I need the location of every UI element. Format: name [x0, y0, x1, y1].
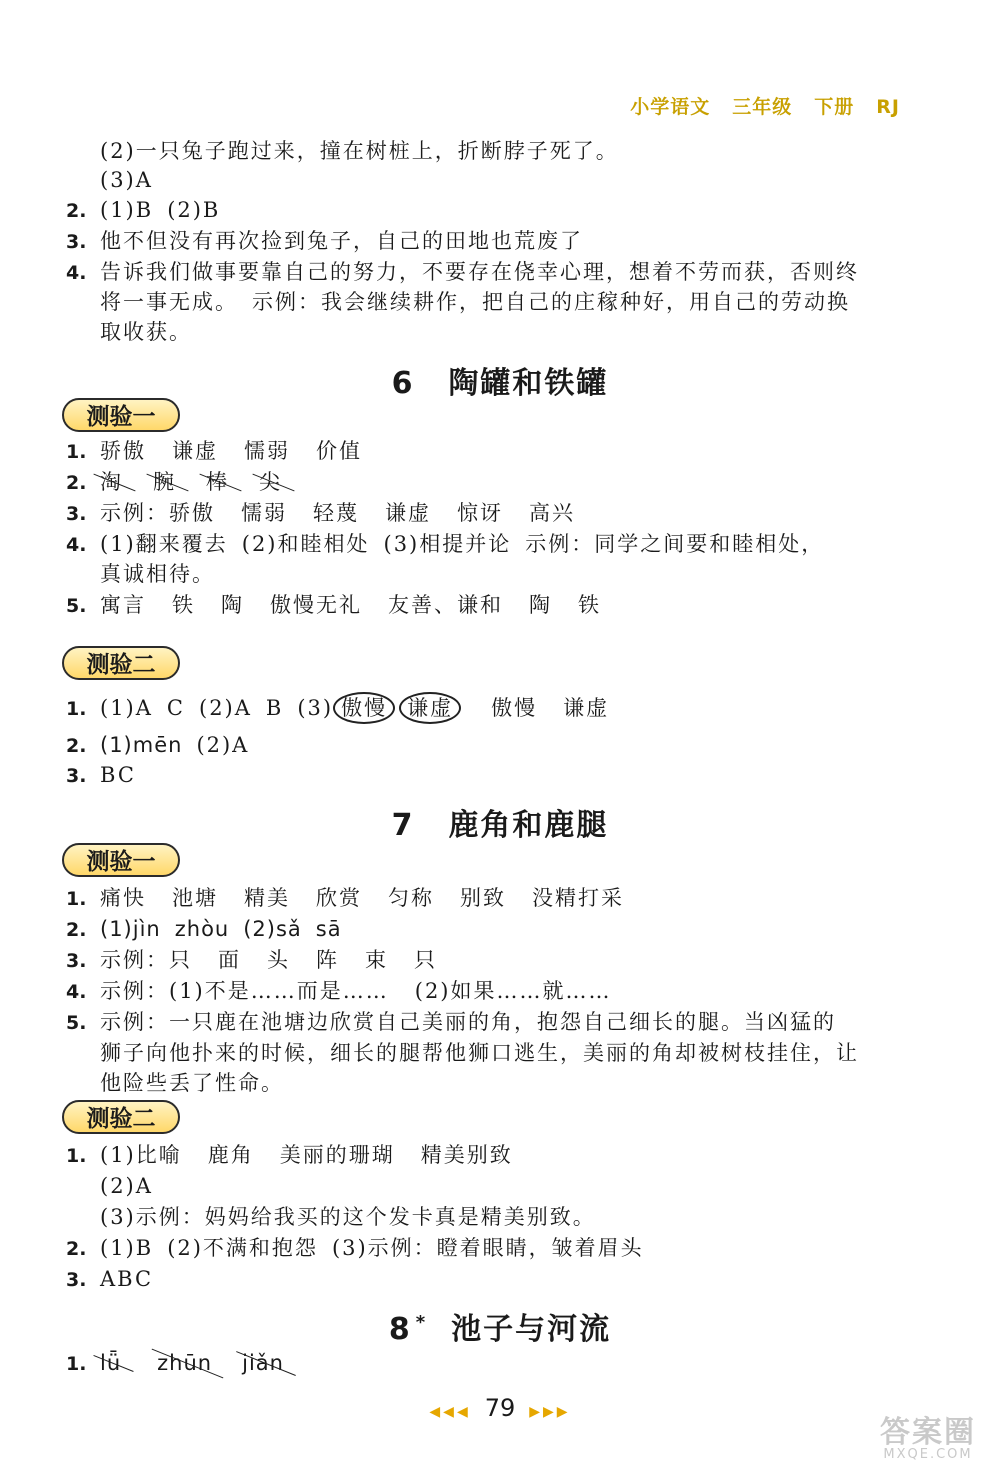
struck-char: 淘: [100, 467, 123, 497]
answer-line: 2. (1)jìn zhòu (2)sǎ sā: [66, 914, 906, 945]
answer-line: 2. (1)B (2)B: [66, 195, 906, 226]
answer-line: 5. 寓言 铁 陶 傲慢无礼 友善、谦和 陶 铁: [66, 590, 906, 621]
struck-pinyin: lǖ: [100, 1348, 121, 1378]
answer-line: 5. 示例：一只鹿在池塘边欣赏自己美丽的角，抱怨自己细长的腿。当凶猛的: [66, 1007, 906, 1038]
header-edition: RJ: [876, 96, 900, 118]
answer-line: (3)示例：妈妈给我买的这个发卡真是精美别致。: [100, 1205, 596, 1229]
section-title: 8 * 池子与河流: [388, 1312, 612, 1347]
answer-line: 2. (1)B (2)不满和抱怨 (3)示例：瞪着眼睛，皱着眉头: [66, 1233, 906, 1264]
item-number: 1.: [66, 1145, 87, 1167]
circled-word: 傲慢: [333, 692, 395, 724]
answer-line: 3. BC: [66, 760, 906, 791]
page-footer: [0, 1394, 1000, 1422]
answer-line: 1. (1)A C (2)A B (3) 傲慢 谦虚 傲慢 谦虚: [66, 692, 906, 724]
item-number: 2.: [66, 1238, 87, 1260]
answer-line: 3. 示例：骄傲 懦弱 轻蔑 谦虚 惊讶 高兴: [66, 498, 906, 529]
item-number: 3.: [66, 950, 87, 972]
answer-line: (2)A: [100, 1174, 153, 1198]
answer-line: 狮子向他扑来的时候，细长的腿帮他狮口逃生，美丽的角却被树枝挂住，让: [100, 1041, 859, 1065]
page-number: 79: [484, 1394, 516, 1422]
struck-char: 棒: [206, 467, 229, 497]
item-number: 2.: [66, 919, 87, 941]
answer-line: 2. (1)mēn (2)A: [66, 730, 906, 761]
right-arrows-icon: ▶▶▶: [529, 1404, 571, 1420]
item-number: 4.: [66, 262, 87, 284]
item-number: 3.: [66, 1269, 87, 1291]
test-badge: 测验一: [62, 398, 180, 432]
section-title: 6 陶罐和铁罐: [391, 366, 609, 401]
item-number: 1.: [66, 698, 87, 720]
item-number: 1.: [66, 441, 87, 463]
item-number: 1.: [66, 888, 87, 910]
answer-line: 1. 痛快 池塘 精美 欣赏 匀称 别致 没精打采: [66, 883, 906, 914]
left-arrows-icon: ◀◀◀: [429, 1404, 471, 1420]
item-number: 5.: [66, 1012, 87, 1034]
item-number: 5.: [66, 595, 87, 617]
item-number: 3.: [66, 503, 87, 525]
answer-line: 取收获。: [100, 320, 192, 344]
watermark-logo: 答案圈 MXQE.COM: [880, 1415, 976, 1462]
header-volume: 下册: [814, 96, 855, 118]
section-title: 7 鹿角和鹿腿: [391, 808, 609, 843]
answer-line: 3. ABC: [66, 1264, 906, 1295]
struck-char: 尖: [259, 467, 282, 497]
answer-line: 真诚相待。: [100, 562, 215, 586]
item-number: 3.: [66, 231, 87, 253]
answer-line: 将一事无成。 示例：我会继续耕作，把自己的庄稼种好，用自己的劳动换: [100, 290, 850, 314]
optional-mark: *: [415, 1312, 428, 1333]
answer-line: 3. 他不但没有再次捡到兔子，自己的田地也荒废了: [66, 226, 906, 257]
answer-line: (2)一只兔子跑过来，撞在树桩上，折断脖子死了。: [100, 139, 619, 163]
header-subject: 小学语文: [630, 96, 711, 118]
item-number: 4.: [66, 534, 87, 556]
item-number: 3.: [66, 765, 87, 787]
answer-line: [66, 1348, 906, 1379]
circled-word: 谦虚: [399, 692, 461, 724]
struck-pinyin: jiǎn: [242, 1348, 284, 1378]
answer-line: [66, 467, 906, 498]
struck-pinyin: zhūn: [157, 1348, 212, 1378]
answer-line: 他险些丢了性命。: [100, 1071, 284, 1095]
answer-line: 4. 告诉我们做事要靠自己的努力，不要存在侥幸心理，想着不劳而获，否则终: [66, 257, 906, 288]
item-number: 4.: [66, 981, 87, 1003]
header-grade: 三年级: [732, 96, 793, 118]
answer-line: 1. 骄傲 谦虚 懦弱 价值: [66, 436, 906, 467]
answer-line: (3)A: [100, 168, 153, 192]
answer-line: 1. (1)比喻 鹿角 美丽的珊瑚 精美别致: [66, 1140, 906, 1171]
answer-line: 4. 示例：(1)不是……而是…… (2)如果……就……: [66, 976, 906, 1007]
answer-line: 4. (1)翻来覆去 (2)和睦相处 (3)相提并论 示例：同学之间要和睦相处，: [66, 529, 906, 560]
test-badge: 测验一: [62, 843, 180, 877]
test-badge: 测验二: [62, 1100, 180, 1134]
item-number: 2.: [66, 200, 87, 222]
test-badge: 测验二: [62, 646, 180, 680]
answer-line: 3. 示例：只 面 头 阵 束 只: [66, 945, 906, 976]
item-number: 2.: [66, 735, 87, 757]
page-header: [608, 92, 900, 119]
struck-char: 腕: [153, 467, 176, 497]
item-number: 2.: [66, 472, 87, 494]
item-number: 1.: [66, 1353, 87, 1375]
